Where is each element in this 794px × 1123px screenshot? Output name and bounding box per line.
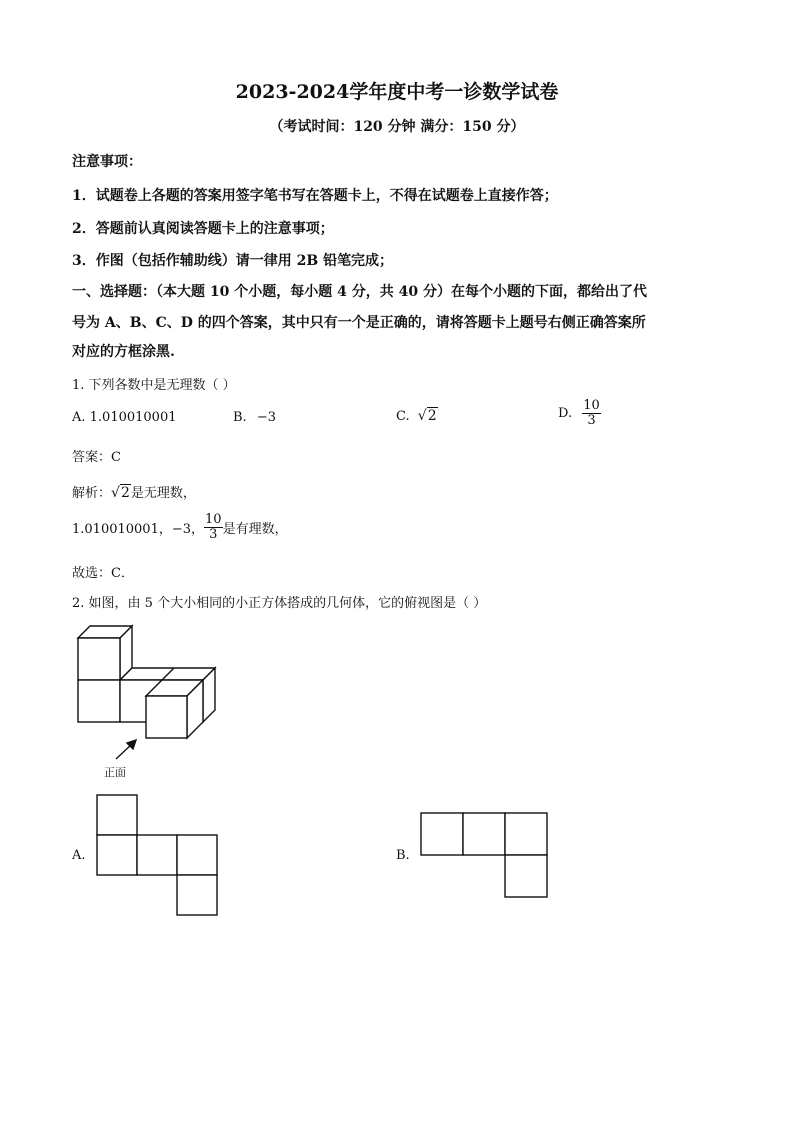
section-intro-line-1: 一、选择题：（本大题 10 个小题，每小题 4 分，共 40 分）在每个小题的下面，都给出了代 [72,284,647,300]
q1-option-b-label: B. [233,410,247,425]
q2-option-a-label: A. [72,848,86,863]
q1-stem: 1. 下列各数中是无理数（ ） [72,378,236,393]
q1-analysis-line-2 [72,513,288,542]
q1-analysis-line2-prefix: 1.010010001，−3， [72,522,205,537]
note-item-3: 3．作图（包括作辅助线）请一律用 2B 铅笔完成； [72,253,394,269]
q2-front-label: 正面 [104,766,126,779]
q2-option-b-figure [420,812,552,902]
notes-heading: 注意事项： [72,154,142,170]
q2-option-b-label: B. [396,848,410,863]
q1-analysis-denominator: 3 [209,527,218,542]
section-intro-line-2: 号为 A、B、C、D 的四个答案，其中只有一个是正确的，请将答题卡上题号右侧正确答案所 [72,315,646,331]
q1-option-a: A. 1.010010001 [72,410,177,425]
q1-analysis-label: 解析： [72,486,112,501]
q1-option-b-value: −3 [256,410,276,425]
page-title: 2023-2024学年度中考一诊数学试卷 [235,81,559,103]
q1-answer: 答案：C [72,450,121,465]
grid-square [137,835,177,875]
grid-square [505,855,547,897]
q1-analysis-text-2: 是有理数， [222,522,288,537]
q1-option-c-radicand: 2 [427,408,437,424]
grid-square [177,875,217,915]
cube-front-protrude [146,696,187,738]
q1-analysis-sqrt: √2 [111,485,130,501]
q1-conclusion: 故选：C． [72,566,134,581]
q1-analysis-line-1 [72,482,196,501]
q1-option-b [233,410,276,425]
q1-analysis-fraction [204,513,223,542]
grid-square [97,835,137,875]
q1-option-d-numerator: 10 [583,398,600,413]
q1-analysis-numerator: 10 [205,512,222,527]
page-subtitle: （考试时间：120 分钟 满分：150 分） [269,119,525,135]
q1-analysis-radicand: 2 [120,485,130,501]
grid-square [505,813,547,855]
q2-stem: 2. 如图，由 5 个大小相同的小正方体搭成的几何体，它的俯视图是（ ） [72,596,487,611]
q1-option-c-label: C. [396,409,410,424]
grid-square [421,813,463,855]
section-intro-line-3: 对应的方框涂黑. [72,344,175,360]
grid-square [177,835,217,875]
note-item-1: 1．试题卷上各题的答案用签字笔书写在答题卡上，不得在试题卷上直接作答； [72,188,558,204]
q1-analysis-text-1: 是无理数， [130,486,196,501]
cube-front-lower-left [78,680,120,722]
q2-cube-figure [70,620,230,785]
q2-option-a-figure [96,794,220,918]
q1-option-c [396,408,438,424]
note-item-2: 2．答题前认真阅读答题卡上的注意事项； [72,221,334,237]
q1-option-d [558,399,601,428]
grid-square [463,813,505,855]
q1-option-c-sqrt: √2 [417,408,437,424]
grid-square [97,795,137,835]
q1-option-d-fraction [582,399,601,428]
q1-option-d-label: D. [558,406,573,421]
cube-front-upper [78,638,120,680]
q1-option-d-denominator: 3 [587,413,596,428]
